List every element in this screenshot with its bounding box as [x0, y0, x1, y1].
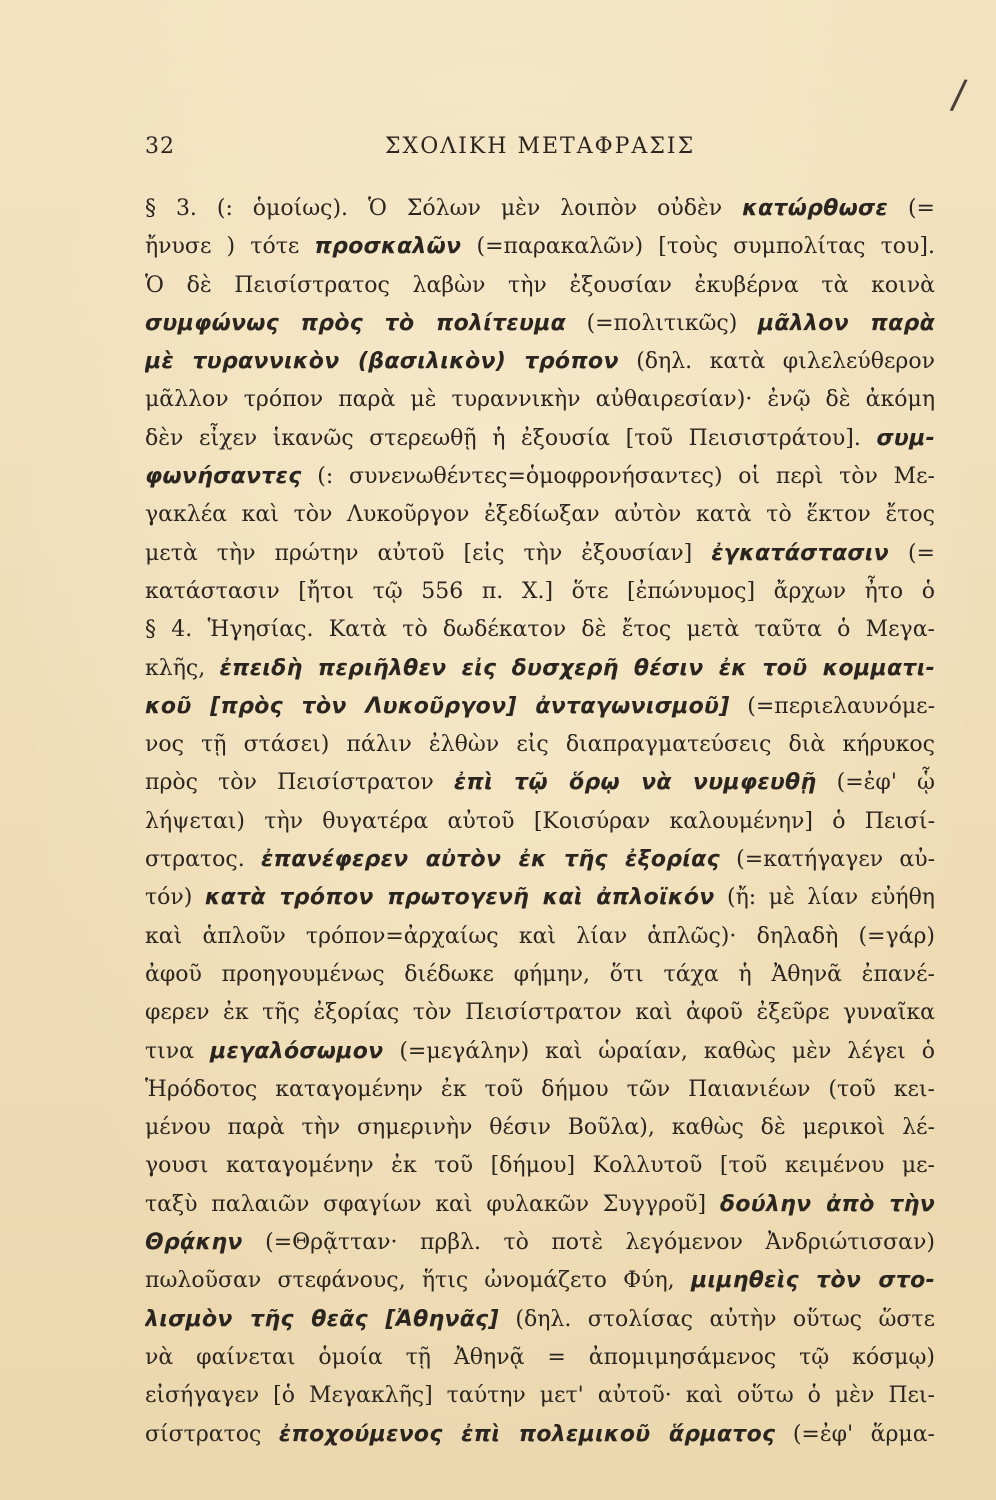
text-segment: (=ἐφ' ᾧ	[816, 770, 935, 796]
bold-phrase: κατὰ τρόπον πρωτογενῆ καὶ ἀπλοϊκόν	[204, 885, 715, 911]
text-segment: νος τῇ στάσει) πάλιν ἐλθὼν εἰς διαπραγματεύσεις διὰ κήρυκος	[145, 732, 935, 758]
text-line	[145, 1301, 935, 1339]
text-segment: στρατος.	[145, 847, 261, 873]
bold-phrase: ἐπειδὴ περιῆλθεν εἰς δυσχερῆ θέσιν ἐκ τοῦ κομματι-	[219, 655, 935, 681]
margin-mark: /	[948, 71, 969, 119]
text-line	[145, 1109, 935, 1147]
text-line	[145, 688, 935, 726]
text-line	[145, 1071, 935, 1109]
bold-phrase: λισμὸν τῆς θεᾶς [Ἀθηνᾶς]	[145, 1306, 499, 1332]
text-line	[145, 305, 935, 343]
text-segment: (δηλ. κατὰ φιλελεύθερον	[618, 349, 935, 375]
text-segment: (=πολιτικῶς)	[566, 310, 758, 336]
text-line	[145, 994, 935, 1032]
bold-phrase: κατώρθωσε	[742, 196, 889, 221]
text-segment: (=ἐφ' ἅρμα-	[775, 1421, 935, 1447]
text-line	[145, 1147, 935, 1185]
text-line	[145, 458, 935, 496]
text-segment: γουσι καταγομένην ἐκ τοῦ [δήμου] Κολλυτοῦ [τοῦ κειμένου με-	[145, 1153, 935, 1179]
bold-phrase: φωνήσαντες	[145, 464, 302, 490]
text-segment: εἰσήγαγεν [ὁ Μεγακλῆς] ταύτην μετ' αὐτοῦ· καὶ οὕτω ὁ μὲν Πει-	[145, 1383, 935, 1409]
text-segment: (=Θρᾷτταν· πρβλ. τὸ ποτὲ λεγόμενον Ἀνδριώτισσαν)	[242, 1230, 935, 1256]
text-segment: Ἡρόδοτος καταγομένην ἐκ τοῦ δήμου τῶν Παιανιέων (τοῦ κει-	[145, 1076, 935, 1102]
bold-phrase: κοῦ [πρὸς τὸν Λυκοῦργον] ἀνταγωνισμοῦ]	[145, 693, 730, 719]
text-segment: κλῆς,	[145, 655, 220, 681]
text-segment: (=	[888, 540, 935, 566]
bold-phrase: ἐγκατάστασιν	[711, 540, 889, 566]
text-segment: ἤνυσε ) τότε	[145, 234, 315, 260]
text-segment: (=	[888, 196, 935, 221]
text-line	[145, 535, 935, 573]
bold-phrase: συμ-	[876, 425, 935, 451]
text-line	[145, 879, 935, 917]
text-segment: (ἤ: μὲ λίαν εὐήθη	[714, 885, 935, 911]
bold-phrase: ἐπανέφερεν αὐτὸν ἐκ τῆς ἐξορίας	[260, 847, 720, 873]
text-line	[145, 267, 935, 305]
text-line	[145, 764, 935, 802]
text-segment: πρὸς τὸν Πεισίστρατον	[145, 770, 454, 796]
text-line	[145, 496, 935, 534]
text-segment: σίστρατος	[145, 1421, 279, 1447]
text-segment: νὰ φαίνεται ὁμοία τῇ Ἀθηνᾷ = ἀπομιμησάμενος τῷ κόσμῳ)	[145, 1344, 935, 1370]
text-segment: ἀφοῦ προηγουμένως διέδωκε φήμην, ὅτι τάχα ἡ Ἀθηνᾶ ἐπανέ-	[145, 961, 935, 987]
text-line	[145, 918, 935, 956]
running-title: ΣΧΟΛΙΚΗ ΜΕΤΑΦΡΑΣΙΣ	[385, 134, 696, 159]
text-line	[145, 726, 935, 764]
text-segment: δὲν εἶχεν ἱκανῶς στερεωθῇ ἡ ἐξουσία [τοῦ Πεισιστράτου].	[145, 425, 877, 451]
bold-phrase: ἐπὶ τῷ ὅρῳ νὰ νυμφευθῇ	[453, 770, 817, 796]
bold-phrase: προσκαλῶν	[314, 234, 462, 260]
text-segment: Ὁ δὲ Πεισίστρατος λαβὼν τὴν ἐξουσίαν ἐκυβέρνα τὰ κοινὰ	[145, 272, 935, 298]
bold-phrase: μεγαλόσωμον	[209, 1038, 384, 1064]
bold-phrase: ἐποχούμενος ἐπὶ πολεμικοῦ ἅρματος	[278, 1421, 776, 1447]
text-line	[145, 1339, 935, 1377]
page-number: 32	[145, 134, 175, 159]
text-line	[145, 1224, 935, 1262]
text-line	[145, 611, 935, 649]
text-segment: (=μεγάλην) καὶ ὡραίαν, καθὼς μὲν λέγει ὁ	[383, 1038, 935, 1064]
text-line	[145, 573, 935, 611]
text-line	[145, 650, 935, 688]
page-header	[145, 134, 935, 168]
text-line	[145, 841, 935, 879]
text-segment: ταξὺ παλαιῶν σφαγίων καὶ φυλακῶν Συγγροῦ]	[145, 1191, 720, 1217]
bold-phrase: συμφώνως πρὸς τὸ πολίτευμα	[145, 310, 567, 336]
text-segment: γακλέα καὶ τὸν Λυκοῦργον ἐξεδίωξαν αὐτὸν κατὰ τὸ ἕκτον ἔτος	[145, 502, 935, 528]
text-segment: § 4. Ἡγησίας. Κατὰ τὸ δωδέκατον δὲ ἔτος μετὰ ταῦτα ὁ Μεγα-	[145, 617, 935, 643]
text-segment: (=περιελαυνόμε-	[729, 693, 935, 719]
bold-phrase: μιμηθεὶς τὸν στο-	[690, 1268, 935, 1294]
text-segment: τόν)	[145, 885, 205, 911]
text-segment: τινα	[145, 1038, 210, 1064]
text-segment: μετὰ τὴν πρώτην αὐτοῦ [εἰς τὴν ἐξουσίαν]	[145, 540, 712, 566]
bold-phrase: Θρᾴκην	[145, 1230, 243, 1256]
text-segment: πωλοῦσαν στεφάνους, ἥτις ὠνομάζετο Φύη,	[145, 1268, 691, 1294]
text-line	[145, 381, 935, 419]
text-segment: λήψεται) τὴν θυγατέρα αὐτοῦ [Κοισύραν καλουμένην] ὁ Πεισί-	[145, 808, 935, 834]
text-line	[145, 420, 935, 458]
text-line	[145, 803, 935, 841]
text-segment: μένου παρὰ τὴν σημερινὴν θέσιν Βοῦλα), καθὼς δὲ μερικοὶ λέ-	[145, 1115, 935, 1141]
text-segment: καὶ ἁπλοῦν τρόπον=ἀρχαίως καὶ λίαν ἁπλῶς)· δηλαδὴ (=γάρ)	[145, 923, 935, 949]
text-segment: (=παρακαλῶν) [τοὺς συμπολίτας του].	[461, 234, 935, 260]
bold-phrase: μὲ τυραννικὸν (βασιλικὸν) τρόπον	[145, 349, 619, 375]
text-segment: μᾶλλον τρόπον παρὰ μὲ τυραννικὴν αὐθαιρεσίαν)· ἐνῷ δὲ ἀκόμη	[145, 387, 935, 413]
text-segment: (δηλ. στολίσας αὐτὴν οὕτως ὥστε	[498, 1306, 935, 1332]
text-line	[145, 1033, 935, 1071]
text-segment: § 3. (: ὁμοίως). Ὁ Σόλων μὲν λοιπὸν οὐδὲν	[145, 196, 743, 221]
body-text	[145, 190, 935, 1454]
text-line	[145, 228, 935, 266]
text-line	[145, 190, 935, 228]
text-segment: (=κατήγαγεν αὐ-	[719, 847, 935, 873]
text-line	[145, 1262, 935, 1300]
text-line	[145, 1416, 935, 1454]
text-line	[145, 1186, 935, 1224]
bold-phrase: μᾶλλον παρὰ	[757, 310, 935, 336]
text-line	[145, 956, 935, 994]
text-line	[145, 343, 935, 381]
text-segment: φερεν ἐκ τῆς ἐξορίας τὸν Πεισίστρατον καὶ ἀφοῦ ἐξεῦρε γυναῖκα	[145, 1000, 935, 1026]
text-segment: (: συνενωθέντες=ὁμοφρονήσαντες) οἱ περὶ τὸν Με-	[301, 464, 935, 490]
text-line	[145, 1377, 935, 1415]
text-segment: κατάστασιν [ἤτοι τῷ 556 π. Χ.] ὅτε [ἐπώνυμος] ἄρχων ἦτο ὁ	[145, 578, 935, 604]
bold-phrase: δούλην ἀπὸ τὴν	[719, 1191, 935, 1217]
